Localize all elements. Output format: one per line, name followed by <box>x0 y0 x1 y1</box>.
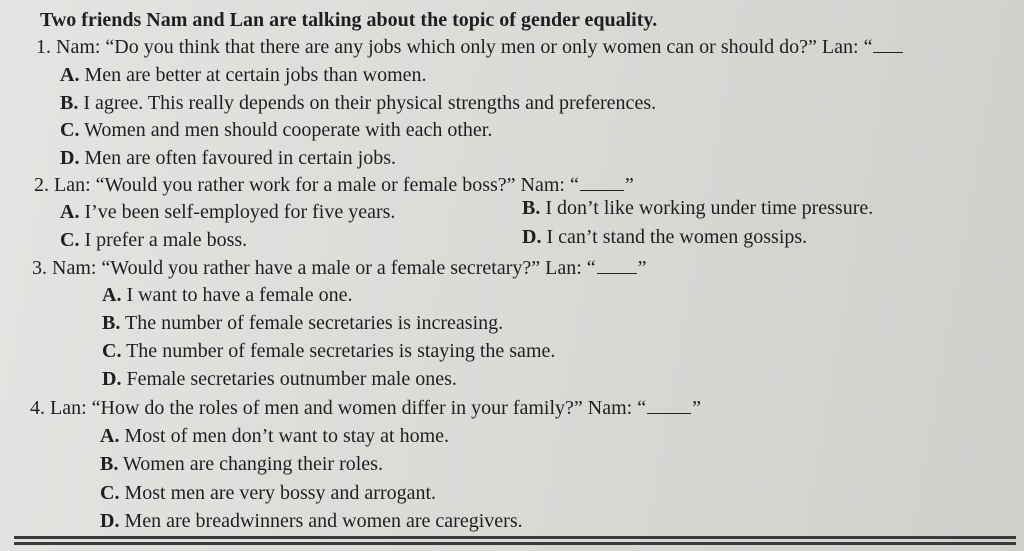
option-text: I want to have a female one. <box>126 284 353 306</box>
option-text: I can’t stand the women gossips. <box>546 226 808 248</box>
closing-quote: ” <box>637 257 647 279</box>
option-letter: A. <box>60 201 80 223</box>
option-letter: D. <box>100 510 120 532</box>
option-letter: B. <box>100 453 119 475</box>
question-1-option-a <box>60 63 427 87</box>
option-letter: D. <box>60 147 80 169</box>
option-text: Men are better at certain jobs than women. <box>84 64 427 86</box>
option-text: Female secretaries outnumber male ones. <box>126 368 457 390</box>
option-text: Most men are very bossy and arrogant. <box>124 482 437 504</box>
question-3-option-c <box>102 339 555 363</box>
option-letter: C. <box>102 340 122 362</box>
question-3-stem <box>32 256 647 280</box>
option-text: I don’t like working under time pressure. <box>545 197 874 219</box>
question-4-option-b <box>100 452 383 476</box>
answer-blank <box>580 174 624 191</box>
bottom-divider <box>14 542 1016 545</box>
question-2-option-b <box>522 196 873 220</box>
option-text: I’ve been self-employed for five years. <box>84 201 396 223</box>
bottom-divider <box>14 536 1016 539</box>
option-text: I prefer a male boss. <box>84 229 248 251</box>
question-2-option-c <box>60 228 247 252</box>
question-1-option-b <box>60 91 656 115</box>
question-4-option-d <box>100 509 523 533</box>
question-2-stem <box>34 173 634 197</box>
question-1-stem <box>36 35 904 59</box>
option-letter: A. <box>100 425 120 447</box>
option-letter: C. <box>100 482 120 504</box>
question-2-option-d <box>522 225 807 249</box>
option-text: Women are changing their roles. <box>122 453 383 475</box>
question-4-option-a <box>100 424 449 448</box>
question-3-option-a <box>102 283 352 307</box>
option-text: The number of female secretaries is increasing. <box>124 312 504 334</box>
option-text: Men are breadwinners and women are caregivers. <box>124 510 523 532</box>
question-1-option-d <box>60 146 396 170</box>
option-letter: D. <box>522 226 542 248</box>
question-4-stem-text: 4. Lan: “How do the roles of men and women differ in your family?” Nam: “ <box>30 397 647 419</box>
answer-blank <box>873 36 903 53</box>
option-text: Men are often favoured in certain jobs. <box>84 147 396 169</box>
option-letter: A. <box>102 284 122 306</box>
question-2-option-a <box>60 200 395 224</box>
answer-blank <box>647 397 691 414</box>
question-2-stem-text: 2. Lan: “Would you rather work for a male or female boss?” Nam: “ <box>34 174 579 196</box>
closing-quote: ” <box>692 397 702 419</box>
option-letter: C. <box>60 119 80 141</box>
option-letter: B. <box>102 312 121 334</box>
question-4-stem <box>30 396 701 420</box>
option-letter: B. <box>522 197 541 219</box>
option-text: Most of men don’t want to stay at home. <box>124 425 450 447</box>
answer-blank <box>597 257 637 274</box>
question-1-option-c <box>60 118 492 142</box>
option-letter: C. <box>60 229 80 251</box>
question-1-stem-text: 1. Nam: “Do you think that there are any jobs which only men or only women can or should do?” Lan: “ <box>36 36 873 58</box>
option-text: Women and men should cooperate with each other. <box>84 119 493 141</box>
option-text: I agree. This really depends on their physical strengths and preferences. <box>83 92 657 114</box>
closing-quote: ” <box>624 174 634 196</box>
option-letter: A. <box>60 64 80 86</box>
option-letter: B. <box>60 92 79 114</box>
option-text: The number of female secretaries is staying the same. <box>126 340 556 362</box>
question-3-stem-text: 3. Nam: “Would you rather have a male or a female secretary?” Lan: “ <box>32 257 596 279</box>
question-3-option-b <box>102 311 503 335</box>
question-3-option-d <box>102 367 457 391</box>
worksheet-heading: Two friends Nam and Lan are talking about the topic of gender equality. <box>40 9 658 31</box>
question-4-option-c <box>100 481 436 505</box>
option-letter: D. <box>102 368 122 390</box>
